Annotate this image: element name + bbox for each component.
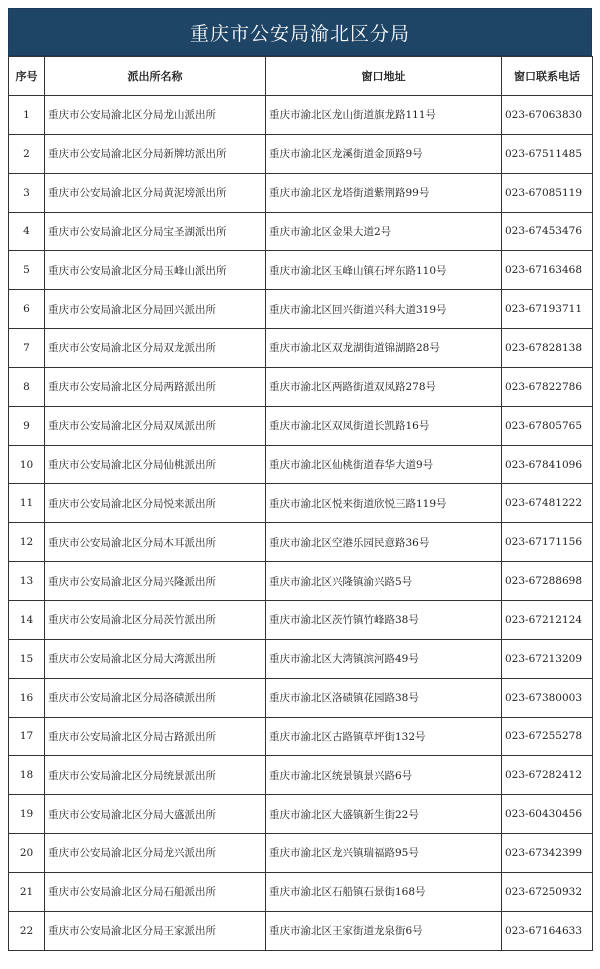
cell-phone: 023-67822786 [502,367,593,406]
cell-index: 4 [9,212,45,251]
cell-station-name: 重庆市公安局渝北区分局大湾派出所 [45,639,266,678]
cell-phone: 023-67805765 [502,406,593,445]
cell-address: 重庆市渝北区统景镇景兴路6号 [266,756,502,795]
cell-phone: 023-67511485 [502,134,593,173]
cell-station-name: 重庆市公安局渝北区分局古路派出所 [45,717,266,756]
header-phone: 窗口联系电话 [502,57,593,96]
cell-phone: 023-67288698 [502,562,593,601]
cell-phone: 023-67085119 [502,173,593,212]
cell-index: 6 [9,290,45,329]
header-address: 窗口地址 [266,57,502,96]
cell-index: 20 [9,834,45,873]
cell-station-name: 重庆市公安局渝北区分局龙兴派出所 [45,834,266,873]
cell-phone: 023-67841096 [502,445,593,484]
cell-phone: 023-60430456 [502,795,593,834]
cell-address: 重庆市渝北区龙溪街道金顶路9号 [266,134,502,173]
table-row [9,367,593,406]
cell-index: 9 [9,406,45,445]
cell-station-name: 重庆市公安局渝北区分局悦来派出所 [45,484,266,523]
cell-station-name: 重庆市公安局渝北区分局统景派出所 [45,756,266,795]
cell-index: 14 [9,600,45,639]
table-body [9,96,593,951]
table-row [9,639,593,678]
cell-station-name: 重庆市公安局渝北区分局洛碛派出所 [45,678,266,717]
table-row [9,678,593,717]
table-row [9,173,593,212]
cell-phone: 023-67063830 [502,96,593,135]
header-index: 序号 [9,57,45,96]
cell-address: 重庆市渝北区两路街道双凤路278号 [266,367,502,406]
table-row [9,251,593,290]
cell-station-name: 重庆市公安局渝北区分局王家派出所 [45,911,266,950]
cell-station-name: 重庆市公安局渝北区分局兴隆派出所 [45,562,266,601]
cell-address: 重庆市渝北区空港乐园民意路36号 [266,523,502,562]
cell-address: 重庆市渝北区王家街道龙泉街6号 [266,911,502,950]
table-row [9,562,593,601]
cell-address: 重庆市渝北区龙山街道旗龙路111号 [266,96,502,135]
cell-phone: 023-67163468 [502,251,593,290]
cell-index: 3 [9,173,45,212]
table-row [9,484,593,523]
cell-index: 17 [9,717,45,756]
table-row [9,600,593,639]
cell-address: 重庆市渝北区石船镇石景街168号 [266,872,502,911]
cell-station-name: 重庆市公安局渝北区分局新牌坊派出所 [45,134,266,173]
table-header-row [9,57,593,96]
cell-phone: 023-67250932 [502,872,593,911]
page-title: 重庆市公安局渝北区分局 [8,8,592,56]
cell-station-name: 重庆市公安局渝北区分局黄泥塝派出所 [45,173,266,212]
cell-index: 5 [9,251,45,290]
cell-index: 10 [9,445,45,484]
document-page [8,8,592,951]
table-row [9,795,593,834]
table-row [9,834,593,873]
table-row [9,911,593,950]
cell-address: 重庆市渝北区悦来街道欣悦三路119号 [266,484,502,523]
cell-index: 8 [9,367,45,406]
table-row [9,212,593,251]
table-row [9,96,593,135]
table-row [9,329,593,368]
cell-station-name: 重庆市公安局渝北区分局回兴派出所 [45,290,266,329]
cell-station-name: 重庆市公安局渝北区分局石船派出所 [45,872,266,911]
cell-phone: 023-67481222 [502,484,593,523]
cell-phone: 023-67193711 [502,290,593,329]
cell-address: 重庆市渝北区双凤街道长凯路16号 [266,406,502,445]
cell-address: 重庆市渝北区兴隆镇渝兴路5号 [266,562,502,601]
cell-phone: 023-67380003 [502,678,593,717]
cell-index: 2 [9,134,45,173]
cell-phone: 023-67164633 [502,911,593,950]
cell-index: 15 [9,639,45,678]
cell-index: 11 [9,484,45,523]
cell-phone: 023-67171156 [502,523,593,562]
cell-index: 12 [9,523,45,562]
table-row [9,717,593,756]
cell-address: 重庆市渝北区龙塔街道紫荆路99号 [266,173,502,212]
table-row [9,290,593,329]
cell-address: 重庆市渝北区古路镇草坪街132号 [266,717,502,756]
cell-station-name: 重庆市公安局渝北区分局木耳派出所 [45,523,266,562]
cell-address: 重庆市渝北区大盛镇新生街22号 [266,795,502,834]
cell-index: 16 [9,678,45,717]
cell-address: 重庆市渝北区回兴街道兴科大道319号 [266,290,502,329]
cell-phone: 023-67255278 [502,717,593,756]
cell-station-name: 重庆市公安局渝北区分局玉峰山派出所 [45,251,266,290]
header-name: 派出所名称 [45,57,266,96]
table-row [9,756,593,795]
cell-address: 重庆市渝北区仙桃街道春华大道9号 [266,445,502,484]
cell-index: 7 [9,329,45,368]
cell-station-name: 重庆市公安局渝北区分局双凤派出所 [45,406,266,445]
table-row [9,445,593,484]
cell-address: 重庆市渝北区金果大道2号 [266,212,502,251]
cell-phone: 023-67453476 [502,212,593,251]
cell-address: 重庆市渝北区茨竹镇竹峰路38号 [266,600,502,639]
cell-index: 13 [9,562,45,601]
cell-phone: 023-67828138 [502,329,593,368]
cell-phone: 023-67282412 [502,756,593,795]
table-row [9,134,593,173]
cell-address: 重庆市渝北区龙兴镇瑞福路95号 [266,834,502,873]
cell-station-name: 重庆市公安局渝北区分局两路派出所 [45,367,266,406]
police-station-table [8,56,593,951]
cell-station-name: 重庆市公安局渝北区分局宝圣湖派出所 [45,212,266,251]
cell-address: 重庆市渝北区大湾镇滨河路49号 [266,639,502,678]
cell-station-name: 重庆市公安局渝北区分局茨竹派出所 [45,600,266,639]
cell-phone: 023-67212124 [502,600,593,639]
cell-index: 18 [9,756,45,795]
table-row [9,523,593,562]
cell-station-name: 重庆市公安局渝北区分局大盛派出所 [45,795,266,834]
cell-index: 19 [9,795,45,834]
cell-station-name: 重庆市公安局渝北区分局仙桃派出所 [45,445,266,484]
cell-index: 22 [9,911,45,950]
cell-address: 重庆市渝北区双龙湖街道锦湖路28号 [266,329,502,368]
cell-phone: 023-67213209 [502,639,593,678]
cell-station-name: 重庆市公安局渝北区分局双龙派出所 [45,329,266,368]
cell-index: 1 [9,96,45,135]
cell-address: 重庆市渝北区玉峰山镇石坪东路110号 [266,251,502,290]
cell-station-name: 重庆市公安局渝北区分局龙山派出所 [45,96,266,135]
cell-phone: 023-67342399 [502,834,593,873]
cell-index: 21 [9,872,45,911]
table-row [9,406,593,445]
cell-address: 重庆市渝北区洛碛镇花园路38号 [266,678,502,717]
table-row [9,872,593,911]
